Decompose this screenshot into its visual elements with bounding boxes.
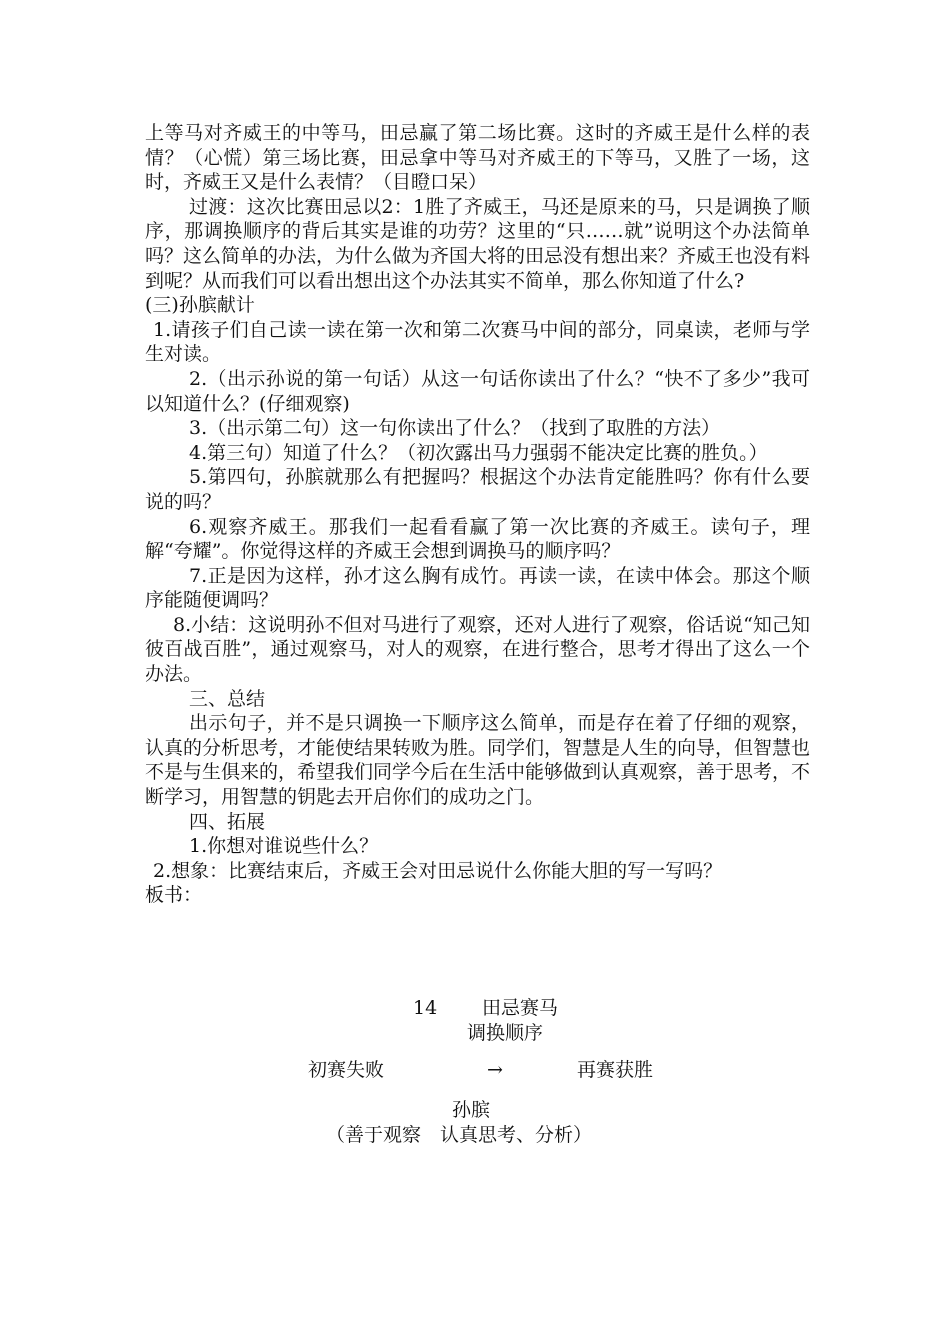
- board-right-result: 再赛获胜: [577, 1059, 654, 1081]
- board-person: 孙膑: [452, 1099, 491, 1121]
- board-left-result: 初赛失败: [308, 1059, 385, 1081]
- extension-item-2: 2.想象：比赛结束后，齐威王会对田忌说什么你能大胆的写一写吗？: [153, 859, 723, 882]
- list-item-8-summary: 8.小结：这说明孙不但对马进行了观察，还对人进行了观察，俗话说“知己知彼百战百胜”，通过观察马，对人的观察，在进行整合，思考才得出了这么一个办法。: [145, 613, 810, 686]
- board-label: 板书：: [145, 884, 203, 907]
- board-lesson-title: 田忌赛马: [482, 997, 559, 1019]
- list-item-3: 3.（出示第二句）这一句你读出了什么？（找到了取胜的方法）: [189, 417, 721, 440]
- board-qualities: （善于观察 认真思考、分析）: [326, 1124, 593, 1146]
- section-heading-conclusion: 三、总结: [189, 687, 266, 710]
- list-item-1: 1.请孩子们自己读一读在第一次和第二次赛马中间的部分，同桌读，老师与学生对读。: [145, 318, 810, 366]
- paragraph-second-race: 上等马对齐威王的中等马，田忌赢了第二场比赛。这时的齐威王是什么样的表情？（心慌）第三场比赛，田忌拿中等马对齐威王的下等马，又胜了一场，这时，齐威王又是什么表情？（目瞪口呆）: [145, 122, 810, 194]
- board-lesson-number: 14: [413, 997, 438, 1019]
- paragraph-conclusion: 出示句子，并不是只调换一下顺序这么简单，而是存在着了仔细的观察，认真的分析思考，才能使结果转败为胜。同学们，智慧是人生的向导，但智慧也不是与生俱来的，希望我们同学今后在生活中能够做到认真观察，善于思考，不断学习，用智慧的钥匙去开启你们的成功之门。: [145, 712, 811, 809]
- paragraph-transition: 过渡：这次比赛田忌以2：1胜了齐威王，马还是原来的马，只是调换了顺序，那调换顺序的背后其实是谁的功劳？这里的“只……就”说明这个办法简单吗？这么简单的办法，为什么做为齐国大将的田忌没有想出来？齐威王也没有料到呢？从而我们可以看出想出这个办法其实不简单，那么你知道了什么?: [145, 195, 811, 292]
- list-item-2: 2.（出示孙说的第一句话）从这一句话你读出了什么？“快不了多少”我可以知道什么？(仔细观察): [145, 367, 810, 415]
- list-item-4: 4.第三句）知道了什么？（初次露出马力强弱不能决定比赛的胜负。）: [189, 441, 768, 464]
- extension-item-1: 1.你想对谁说些什么？: [189, 835, 379, 858]
- list-item-5: 5.第四句，孙膑就那么有把握吗？根据这个办法肯定能胜吗？你有什么要说的吗？: [145, 466, 810, 513]
- section-heading-sun-bin: (三)孙膑献计: [145, 294, 255, 317]
- list-item-7: 7.正是因为这样，孙才这么胸有成竹。再读一读，在读中体会。那这个顺序能随便调吗？: [145, 564, 810, 612]
- list-item-6: 6.观察齐威王。那我们一起看看赢了第一次比赛的齐威王。读句子，理解“夸耀”。你觉得这样的齐威王会想到调换马的顺序吗？: [145, 515, 810, 563]
- board-subtitle: 调换顺序: [467, 1022, 544, 1044]
- board-arrow: →: [487, 1059, 503, 1081]
- section-heading-extension: 四、拓展: [189, 810, 266, 833]
- blackboard-layout: [145, 0, 810, 1344]
